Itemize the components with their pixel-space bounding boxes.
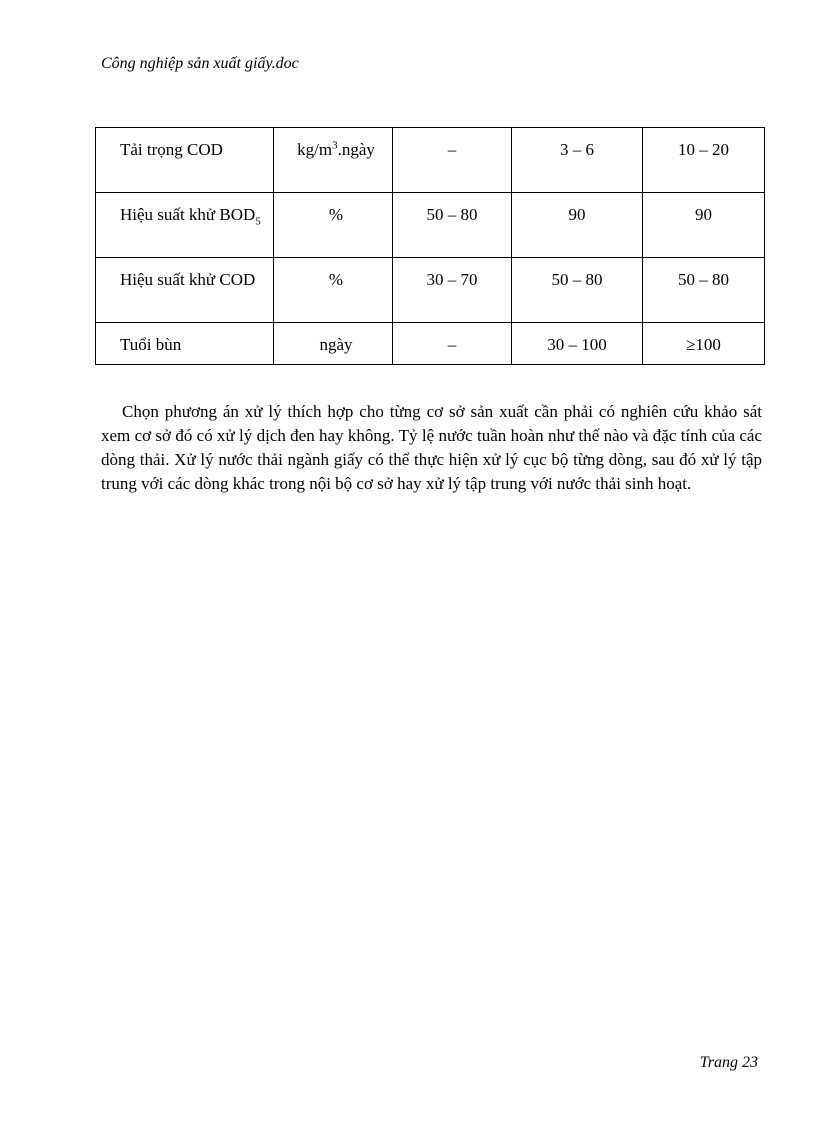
value-cell: 50 – 80 [512,258,643,323]
row-label-cell: Hiệu suất khử COD [96,258,274,323]
value-cell: 30 – 100 [512,323,643,365]
value-cell: – [393,323,512,365]
row-label-cell: Tuổi bùn [96,323,274,365]
page-number: Trang 23 [699,1054,758,1071]
value-cell: 3 – 6 [512,128,643,193]
row-label-cell: Tải trọng COD [96,128,274,193]
table-row [96,323,765,365]
value-cell: 50 – 80 [393,193,512,258]
unit-cell: % [274,258,393,323]
value-cell: 90 [512,193,643,258]
table-row [96,258,765,323]
value-cell: ≥100 [643,323,765,365]
unit-cell: % [274,193,393,258]
body-paragraph: Chọn phương án xử lý thích hợp cho từng cơ sở sản xuất cần phải có nghiên cứu khảo sát xem cơ sở đó có xử lý dịch đen hay không. Tỷ lệ nước tuần hoàn như thế nào và đặc tính của các dòng thải. Xử lý nước thải ngành giấy có thể thực hiện xử lý cục bộ từng dòng, sau đó xử lý tập trung với các dòng khác trong nội bộ cơ sở hay xử lý tập trung với nước thải sinh hoạt. [101,402,762,493]
value-cell: 30 – 70 [393,258,512,323]
value-cell: – [393,128,512,193]
unit-cell: $kg/m^3.ngày$ [274,128,393,193]
document-header-title: Công nghiệp sản xuất giấy.doc [101,55,299,72]
parameters-table [95,127,765,365]
table-row [96,128,765,193]
value-cell: 90 [643,193,765,258]
table-row [96,193,765,258]
value-cell: 10 – 20 [643,128,765,193]
unit-cell: ngày [274,323,393,365]
value-cell: 50 – 80 [643,258,765,323]
row-label-cell: Hiệu suất khử $BOD_5$ [96,193,274,258]
